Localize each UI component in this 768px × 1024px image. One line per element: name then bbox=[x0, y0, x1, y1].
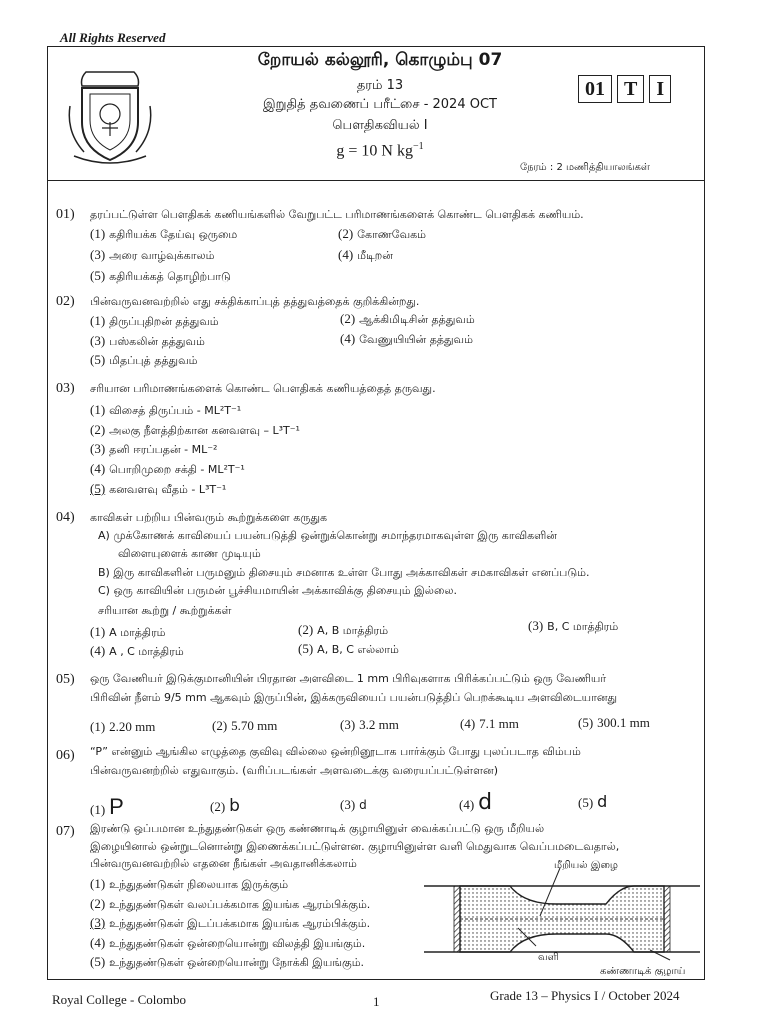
footer-page-number: 1 bbox=[373, 994, 380, 1009]
rights-notice: All Rights Reserved bbox=[60, 30, 166, 45]
q2-number: 02) bbox=[56, 294, 75, 309]
q6-text-line1: “P” என்னும் ஆங்கில எழுத்தை குவிவு வில்லை ஒன்றினூடாக பார்க்கும் போது புலப்படாத விம்பம் bbox=[90, 745, 581, 758]
q7-text-line2: இழையினால் ஒன்றுடனொன்று இணைக்கப்பட்டுள்ளன. குழாயினுள்ள வளி மெதுவாக வெப்பமடைவதால், bbox=[90, 840, 620, 853]
q3-option-5: (5) கனவளவு வீதம் - L³T⁻¹ bbox=[90, 481, 227, 496]
q1-option-4: (4) மீடிறன் bbox=[338, 247, 393, 262]
school-name: றோயல் கல்லூரி, கொழும்பு 07 bbox=[257, 50, 503, 70]
q5-option-3: (3) 3.2 mm bbox=[340, 717, 399, 732]
exam-title: இறுதித் தவணைப் பரீட்சை - 2024 OCT bbox=[263, 97, 497, 112]
q4-statement-c: C) ஒரு காவியின் பருமன் பூச்சியமாயின் அக்காவிக்கு திசையும் இல்லை. bbox=[98, 584, 457, 597]
q2-option-2: (2) ஆக்கிமிடிசின் தத்துவம் bbox=[340, 311, 475, 326]
footer-paper-info: Grade 13 – Physics I / October 2024 bbox=[490, 988, 680, 1003]
paper-code-medium: T bbox=[617, 75, 644, 103]
q2-option-3: (3) பஸ்கலின் தத்துவம் bbox=[90, 333, 205, 348]
label-tube: கண்ணாடிக் குழாய் bbox=[600, 966, 686, 976]
left-piston-plate bbox=[454, 886, 460, 952]
paper-code-part: I bbox=[649, 75, 671, 103]
q5-text-line2: பிரிவின் நீளம் 9/5 mm ஆகவும் இருப்பின், இக்கருவியைப் பயன்படுத்திப் பெறக்கூடிய அளவிடையானது bbox=[90, 691, 618, 704]
q4-prompt: சரியான கூற்று / கூற்றுக்கள் bbox=[98, 604, 232, 617]
q4-option-3: (3) B, C மாத்திரம் bbox=[528, 618, 619, 633]
q3-option-2: (2) அலகு நீளத்திற்கான கனவளவு – L³T⁻¹ bbox=[90, 422, 300, 437]
exam-subject: பௌதிகவியல் I bbox=[332, 118, 428, 133]
q7-piston-diagram bbox=[424, 860, 700, 976]
q7-option-2: (2) உந்துதண்டுகள் வலப்பக்கமாக இயங்க ஆரம்பிக்கும். bbox=[90, 896, 371, 911]
label-thread: மீறியல் இழை bbox=[554, 860, 618, 871]
q7-text-line3: பின்வருவனவற்றில் எதனை நீங்கள் அவதானிக்கலாம் bbox=[90, 857, 357, 870]
q4-text: காவிகள் பற்றிய பின்வரும் கூற்றுக்களை கருதுக bbox=[90, 511, 328, 524]
q3-option-1: (1) விசைத் திருப்பம் - ML²T⁻¹ bbox=[90, 402, 242, 417]
footer-school: Royal College - Colombo bbox=[52, 992, 186, 1007]
q1-option-1: (1) கதிரியக்க தேய்வு ஒருமை bbox=[90, 226, 238, 241]
q6-option-5: (5) d bbox=[578, 792, 608, 811]
q5-option-4: (4) 7.1 mm bbox=[460, 716, 519, 731]
q7-number: 07) bbox=[56, 824, 75, 839]
q4-statement-b: B) இரு காவிகளின் பருமனும் திசையும் சமனாக உள்ள போது அக்காவிகள் சமகாவிகள் எனப்படும். bbox=[98, 566, 590, 579]
q5-text-line1: ஒரு வேணியர் இடுக்குமானியின் பிரதான அளவிடை 1 mm பிரிவுகளாக பிரிக்கப்பட்டும் ஒரு வேணியர் bbox=[90, 672, 607, 685]
q6-option-2: (2) b bbox=[210, 796, 240, 816]
q4-option-4: (4) A , C மாத்திரம் bbox=[90, 643, 184, 658]
q2-text: பின்வருவனவற்றில் எது சக்திக்காப்புத் தத்துவத்தைக் குறிக்கின்றது. bbox=[90, 295, 420, 308]
exam-duration: நேரம் : 2 மணித்தியாலங்கள் bbox=[520, 162, 650, 173]
q7-option-4: (4) உந்துதண்டுகள் ஒன்றையொன்று விலத்தி இயங்கும். bbox=[90, 935, 366, 950]
q3-option-4: (4) பொறிமுறை சக்தி - ML²T⁻¹ bbox=[90, 461, 245, 476]
q1-option-2: (2) கோணவேகம் bbox=[338, 226, 426, 241]
q7-text-line1: இரண்டு ஒப்பமான உந்துதண்டுகள் ஒரு கண்ணாடிக் குழாயினுள் வைக்கப்பட்டு ஒரு மீறியல் bbox=[90, 822, 545, 835]
q6-text-line2: பின்வருவனற்றில் எதுவாகும். (வரிப்படங்கள் அளவடைக்கு வரையப்பட்டுள்ளன) bbox=[90, 764, 498, 777]
right-piston-plate bbox=[664, 886, 670, 952]
q4-option-1: (1) A மாத்திரம் bbox=[90, 624, 166, 639]
q6-number: 06) bbox=[56, 748, 75, 763]
q7-option-5: (5) உந்துதண்டுகள் ஒன்றையொன்று நோக்கி இயங்கும். bbox=[90, 954, 365, 969]
paper-code bbox=[578, 75, 671, 103]
q7-option-3: (3) உந்துதண்டுகள் இடப்பக்கமாக இயங்க ஆரம்பிக்கும். bbox=[90, 915, 371, 930]
q1-option-5: (5) கதிரியக்கத் தொழிற்பாடு bbox=[90, 268, 231, 283]
q1-number: 01) bbox=[56, 207, 75, 222]
q4-option-5: (5) A, B, C எல்லாம் bbox=[298, 641, 399, 656]
gravity-value: g = 10 N $kg^{-1}$ bbox=[336, 141, 424, 160]
q5-option-2: (2) 5.70 mm bbox=[212, 718, 278, 733]
q1-text: தரப்பட்டுள்ள பௌதிகக் கணியங்களில் வேறுபட்ட பரிமாணங்களைக் கொண்ட பௌதிகக் கணியம். bbox=[90, 208, 584, 221]
q3-text: சரியான பரிமாணங்களைக் கொண்ட பௌதிகக் கணியத்தைத் தருவது. bbox=[90, 382, 436, 395]
q4-option-2: (2) A, B மாத்திரம் bbox=[298, 622, 389, 637]
header-divider bbox=[47, 180, 705, 181]
exam-grade: தரம் 13 bbox=[356, 78, 404, 93]
q4-statement-a: A) முக்கோணக் காவியைப் பயன்படுத்தி ஒன்றுக்கொன்று சமாந்தரமாகவுள்ள இரு காவிகளின் bbox=[98, 529, 557, 542]
q2-option-4: (4) வேணுயியின் தத்துவம் bbox=[340, 331, 473, 346]
q5-number: 05) bbox=[56, 672, 75, 687]
q2-option-5: (5) மிதப்புத் தத்துவம் bbox=[90, 352, 198, 367]
q3-number: 03) bbox=[56, 381, 75, 396]
school-crest-icon bbox=[64, 62, 156, 168]
q5-option-1: (1) 2.20 mm bbox=[90, 719, 156, 734]
q6-option-3: (3) d bbox=[340, 797, 367, 812]
q5-option-5: (5) 300.1 mm bbox=[578, 715, 650, 730]
q4-statement-a-cont: விளையுளைக் காண முடியும் bbox=[118, 547, 261, 560]
label-air: வளி bbox=[538, 952, 559, 963]
q2-option-1: (1) திருப்புதிறன் தத்துவம் bbox=[90, 313, 219, 328]
q7-option-1: (1) உந்துதண்டுகள் நிலையாக இருக்கும் bbox=[90, 876, 289, 891]
q1-option-3: (3) அரை வாழ்வுக்காலம் bbox=[90, 247, 215, 262]
q6-option-4: (4) d bbox=[459, 790, 493, 815]
q3-option-3: (3) தனி ஈரப்பதன் - ML⁻² bbox=[90, 441, 218, 456]
q6-option-1: (1) P bbox=[90, 794, 124, 819]
paper-code-number: 01 bbox=[578, 75, 612, 103]
q4-number: 04) bbox=[56, 510, 75, 525]
